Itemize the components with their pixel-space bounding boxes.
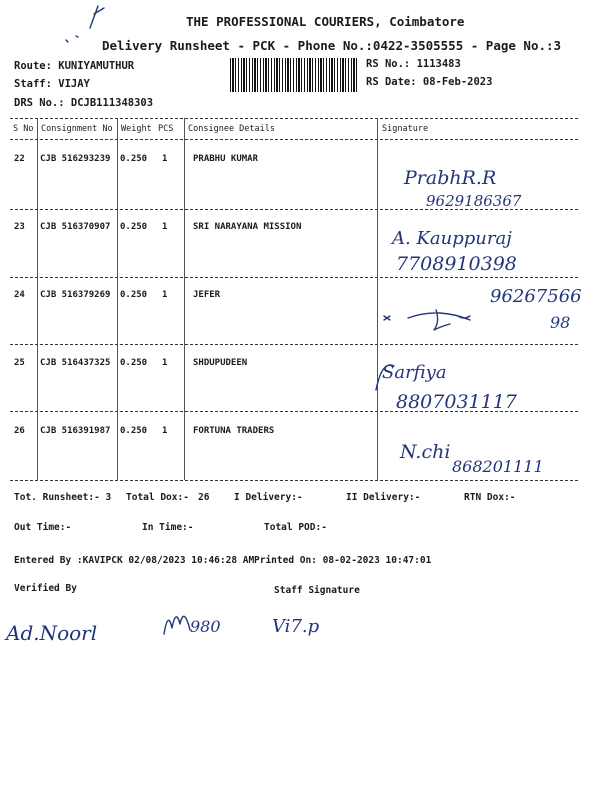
table-row-sno: 24 bbox=[14, 290, 25, 300]
drs-number: DRS No.: DCJB111348303 bbox=[14, 97, 154, 109]
signature-row-25 bbox=[372, 352, 532, 412]
svg-text:Sarfiya: Sarfiya bbox=[382, 362, 447, 383]
row-divider bbox=[10, 344, 578, 345]
table-row-consignee: FORTUNA TRADERS bbox=[193, 426, 275, 436]
ii-delivery: II Delivery:- bbox=[346, 492, 421, 503]
header-sno: S No bbox=[13, 124, 34, 134]
svg-text:A. Kauppuraj: A. Kauppuraj bbox=[392, 228, 512, 249]
staff-signature-label: Staff Signature bbox=[274, 585, 360, 596]
svg-text:8807031117: 8807031117 bbox=[396, 391, 517, 413]
table-row-pcs: 1 bbox=[162, 290, 168, 300]
signature-row-23 bbox=[390, 216, 520, 276]
table-row-weight: 0.250 bbox=[120, 222, 148, 232]
table-row-weight: 0.250 bbox=[120, 290, 148, 300]
column-divider bbox=[37, 118, 38, 480]
table-row-pcs: 1 bbox=[162, 358, 168, 368]
row-divider bbox=[10, 277, 578, 278]
out-time: Out Time:- bbox=[14, 522, 72, 533]
total-runsheet: Tot. Runsheet:- 3 bbox=[14, 492, 112, 503]
printed-on: Printed On: 08-02-2023 10:47:01 bbox=[254, 555, 432, 566]
staff-label: Staff: VIJAY bbox=[14, 78, 90, 90]
column-divider bbox=[117, 118, 118, 480]
staff-signature-mark bbox=[270, 604, 360, 644]
i-delivery: I Delivery:- bbox=[234, 492, 303, 503]
svg-text:96267566: 96267566 bbox=[490, 286, 582, 307]
table-row-consignee: PRABHU KUMAR bbox=[193, 154, 259, 164]
table-row-pcs: 1 bbox=[162, 426, 168, 436]
svg-text:7708910398: 7708910398 bbox=[396, 253, 517, 275]
total-pod: Total POD:- bbox=[264, 522, 327, 533]
table-row-consignment: CJB 516391987 bbox=[40, 426, 111, 436]
table-row-consignee: SRI NARAYANA MISSION bbox=[193, 222, 302, 232]
rtn-dox: RTN Dox:- bbox=[464, 492, 516, 503]
route-label: Route: KUNIYAMUTHUR bbox=[14, 60, 135, 72]
table-row-sno: 22 bbox=[14, 154, 25, 164]
header-consignment: Consignment No bbox=[41, 124, 113, 134]
table-top-rule bbox=[10, 118, 578, 119]
svg-text:9629186367: 9629186367 bbox=[426, 192, 522, 210]
svg-text:N.chi: N.chi bbox=[400, 441, 451, 463]
table-row-consignment: CJB 516293239 bbox=[40, 154, 111, 164]
table-row-pcs: 1 bbox=[162, 154, 168, 164]
table-row-pcs: 1 bbox=[162, 222, 168, 232]
svg-text:Vi7.p: Vi7.p bbox=[272, 616, 320, 637]
svg-text:Ad.Noorl: Ad.Noorl bbox=[6, 621, 98, 645]
svg-text:98: 98 bbox=[550, 313, 571, 332]
header-weight: Weight bbox=[121, 124, 152, 134]
in-time: In Time:- bbox=[142, 522, 194, 533]
header-signature: Signature bbox=[382, 124, 429, 134]
table-row-sno: 26 bbox=[14, 426, 25, 436]
signature-row-24 bbox=[380, 280, 580, 340]
signature-row-22 bbox=[400, 160, 530, 210]
table-row-weight: 0.250 bbox=[120, 154, 148, 164]
table-bottom-rule bbox=[10, 480, 578, 481]
column-divider bbox=[184, 118, 185, 480]
table-row-consignment: CJB 516370907 bbox=[40, 222, 111, 232]
column-divider bbox=[377, 118, 378, 480]
svg-text:868201111: 868201111 bbox=[452, 457, 544, 476]
table-row-consignment: CJB 516437325 bbox=[40, 358, 111, 368]
table-row-sno: 25 bbox=[14, 358, 25, 368]
runsheet-subtitle: Delivery Runsheet - PCK - Phone No.:0422-3505555 - Page No.:3 bbox=[102, 38, 562, 53]
total-dox-label: Total Dox:- bbox=[126, 492, 189, 503]
header-pcs: PCS bbox=[158, 124, 174, 134]
verified-by-signature bbox=[4, 608, 114, 652]
company-title: THE PROFESSIONAL COURIERS, Coimbatore bbox=[186, 14, 465, 29]
stray-pen-mark bbox=[58, 0, 118, 50]
barcode-image bbox=[230, 58, 358, 92]
table-row-consignee: SHDUPUDEEN bbox=[193, 358, 248, 368]
signature-row-26 bbox=[398, 418, 544, 480]
table-row-sno: 23 bbox=[14, 222, 25, 232]
handwritten-mark bbox=[160, 598, 250, 648]
svg-text:980: 980 bbox=[190, 617, 221, 636]
table-row-consignee: JEFER bbox=[193, 290, 221, 300]
total-dox-value: 26 bbox=[198, 492, 210, 503]
rs-number: RS No.: 1113483 bbox=[366, 58, 461, 70]
svg-text:PrabhR.R: PrabhR.R bbox=[404, 167, 497, 189]
table-row-consignment: CJB 516379269 bbox=[40, 290, 111, 300]
header-consignee: Consignee Details bbox=[188, 124, 275, 134]
verified-by-label: Verified By bbox=[14, 583, 77, 594]
table-row-weight: 0.250 bbox=[120, 358, 148, 368]
header-bottom-rule bbox=[10, 139, 578, 140]
table-row-weight: 0.250 bbox=[120, 426, 148, 436]
rs-date: RS Date: 08-Feb-2023 bbox=[366, 76, 493, 88]
entered-by: Entered By :KAVIPCK 02/08/2023 10:46:28 AM bbox=[14, 555, 255, 566]
